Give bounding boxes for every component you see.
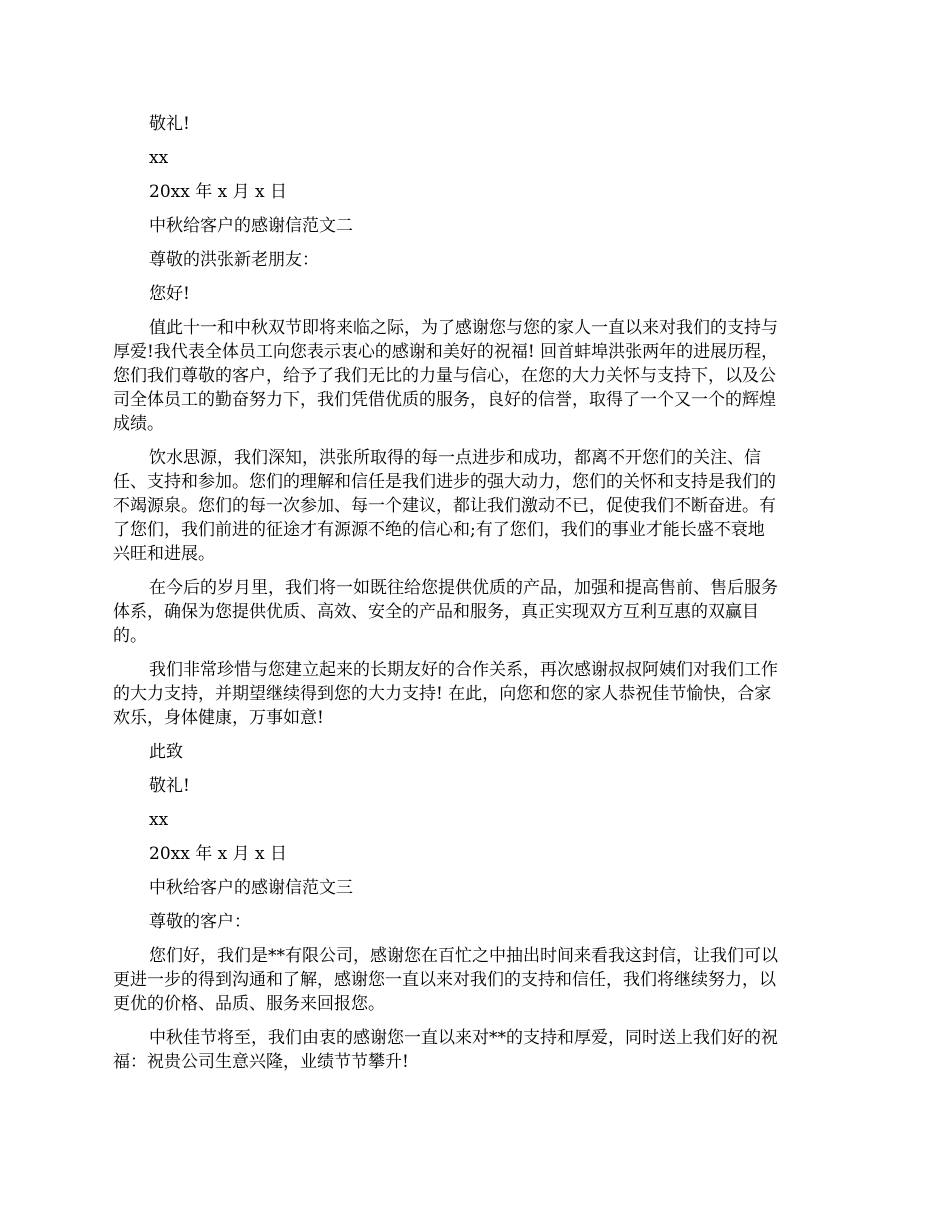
section-heading: 中秋给客户的感谢信范文二 <box>149 216 353 236</box>
paragraph-line: 在今后的岁月里，我们将一如既往给您提供优质的产品，加强和提高售前、售后服务 <box>149 578 778 598</box>
letter-date: 20xx 年 x 月 x 日 <box>149 182 288 202</box>
paragraph-line: 我们非常珍惜与您建立起来的长期友好的合作关系，再次感谢叔叔阿姨们对我们工作 <box>149 660 778 680</box>
body-paragraph <box>113 658 838 730</box>
section-heading: 中秋给客户的感谢信范文三 <box>149 878 353 898</box>
body-paragraph <box>113 446 838 566</box>
letter-date: 20xx 年 x 月 x 日 <box>149 844 288 864</box>
body-paragraph <box>113 576 838 648</box>
paragraph-line: 中秋佳节将至，我们由衷的感谢您一直以来对**的支持和厚爱，同时送上我们好的祝 <box>149 1028 778 1048</box>
paragraph-line: 欢乐，身体健康，万事如意! <box>113 708 324 728</box>
paragraph-line: 您们我们尊敬的客户，给予了我们无比的力量与信心，在您的大力关怀与支持下，以及公 <box>113 366 776 386</box>
paragraph-line: 的大力支持，并期望继续得到您的大力支持! 在此，向您和您的家人恭祝佳节愉快，合家 <box>113 684 772 704</box>
hello-line: 您好! <box>149 284 190 304</box>
paragraph-line: 您们好，我们是**有限公司，感谢您在百忙之中抽出时间来看我这封信，让我们可以 <box>149 946 778 966</box>
paragraph-line: 值此十一和中秋双节即将来临之际，为了感谢您与您的家人一直以来对我们的支持与 <box>149 318 778 338</box>
paragraph-line: 更优的价格、品质、服务来回报您。 <box>113 994 385 1014</box>
paragraph-line: 了您们，我们前进的征途才有源源不绝的信心和;有了您们，我们的事业才能长盛不衰地 <box>113 520 765 540</box>
closing-phrase: 此致 <box>149 742 183 762</box>
signature: xx <box>149 148 169 168</box>
closing-salute: 敬礼! <box>149 776 190 796</box>
signature: xx <box>149 810 169 830</box>
greeting: 尊敬的客户： <box>149 912 251 932</box>
paragraph-line: 的。 <box>113 626 147 646</box>
body-paragraph <box>113 944 838 1016</box>
paragraph-line: 福：祝贵公司生意兴隆，业绩节节攀升! <box>113 1052 409 1072</box>
paragraph-line: 厚爱!我代表全体员工向您表示衷心的感谢和美好的祝福! 回首蚌埠洪张两年的进展历程， <box>113 342 779 362</box>
paragraph-line: 体系，确保为您提供优质、高效、安全的产品和服务，真正实现双方互利互惠的双赢目 <box>113 602 759 622</box>
paragraph-line: 成绩。 <box>113 414 164 434</box>
body-paragraph <box>113 1026 838 1074</box>
paragraph-line: 司全体员工的勤奋努力下，我们凭借优质的服务，良好的信誉，取得了一个又一个的辉煌 <box>113 390 776 410</box>
paragraph-line: 不竭源泉。您们的每一次参加、每一个建议，都让我们激动不已，促使我们不断奋进。有 <box>113 496 776 516</box>
letter-page <box>113 112 838 1084</box>
paragraph-line: 任、支持和参加。您们的理解和信任是我们进步的强大动力，您们的关怀和支持是我们的 <box>113 472 776 492</box>
body-paragraph <box>113 316 838 436</box>
paragraph-line: 兴旺和进展。 <box>113 544 215 564</box>
closing-salute: 敬礼! <box>149 114 190 134</box>
paragraph-line: 更进一步的得到沟通和了解，感谢您一直以来对我们的支持和信任，我们将继续努力，以 <box>113 970 776 990</box>
paragraph-line: 饮水思源，我们深知，洪张所取得的每一点进步和成功，都离不开您们的关注、信 <box>149 448 761 468</box>
greeting: 尊敬的洪张新老朋友： <box>149 250 319 270</box>
